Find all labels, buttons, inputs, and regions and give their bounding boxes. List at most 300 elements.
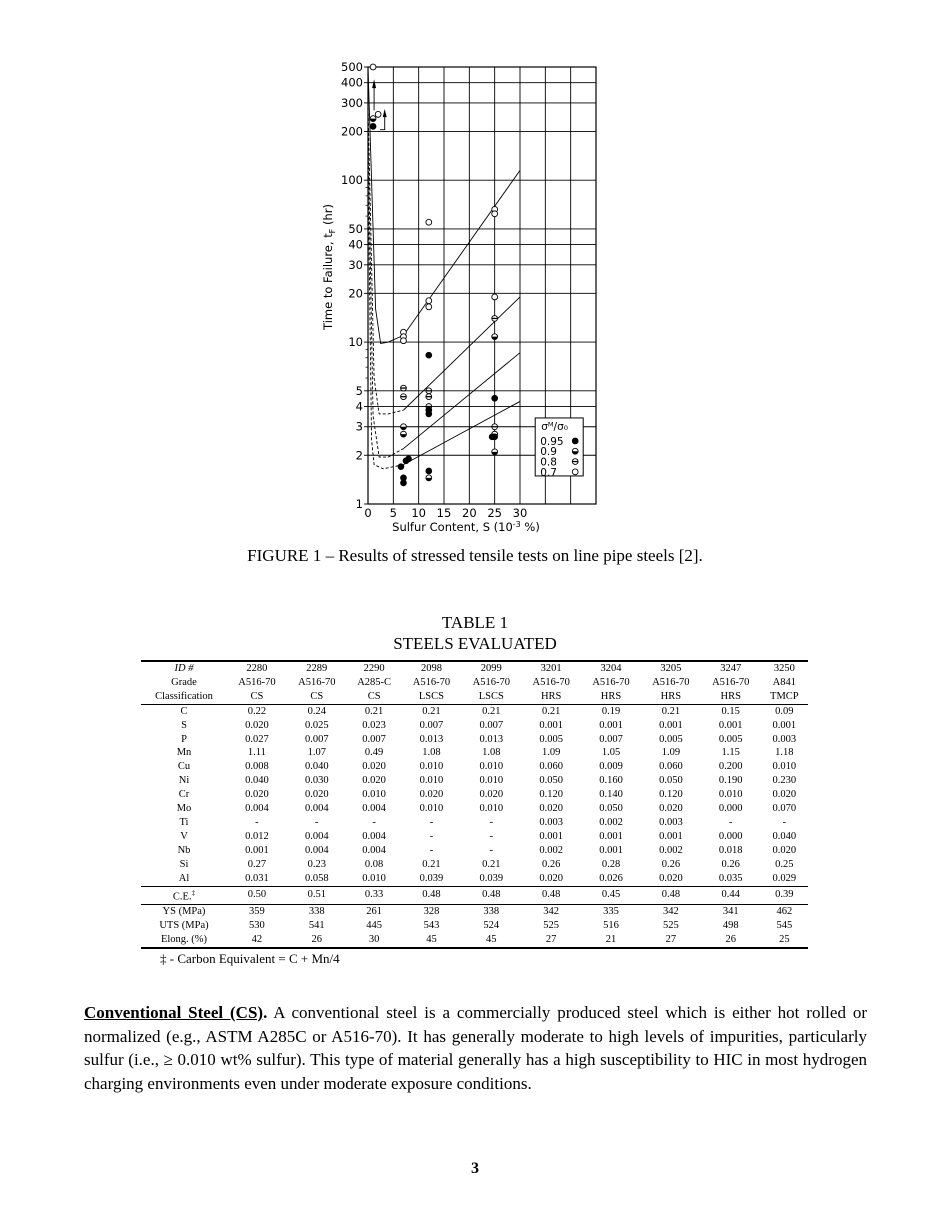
- row-label: Classification: [141, 690, 227, 704]
- mechanical-row: [141, 933, 808, 948]
- table-cell: 0.21: [422, 858, 441, 870]
- table-cell: 0.003: [659, 816, 683, 828]
- runout-arrow-head: [383, 109, 387, 117]
- table-cell: 0.230: [772, 775, 797, 787]
- data-point-07: [426, 219, 432, 225]
- table-number: TABLE 1: [441, 613, 509, 632]
- table-cell: 516: [603, 919, 619, 931]
- table-cell: 0.27: [247, 858, 267, 870]
- y-tick-label: 50: [348, 221, 363, 236]
- table-cell: A285-C: [357, 676, 392, 688]
- row-label: Mo: [176, 803, 192, 815]
- data-point-07: [426, 304, 432, 310]
- table-cell: 0.020: [659, 803, 683, 815]
- x-tick-label: 20: [462, 506, 477, 520]
- table-cell: 0.050: [539, 775, 563, 787]
- table-cell: -: [728, 816, 733, 828]
- table-cell: 0.004: [304, 803, 329, 815]
- row-label: S: [181, 719, 187, 731]
- row-label: V: [180, 830, 188, 842]
- table-cell: 0.007: [419, 719, 444, 731]
- table-header-rows: [141, 661, 808, 704]
- table-cell: -: [372, 816, 376, 828]
- table-cell: 0.020: [659, 872, 683, 884]
- y-tick-label: 300: [341, 95, 363, 110]
- table-cell: 0.023: [362, 719, 386, 731]
- paragraph-lead-period: .: [263, 1003, 268, 1022]
- table-cell: 0.21: [364, 705, 384, 717]
- composition-row: [141, 760, 808, 774]
- y-tick-label: 100: [341, 173, 363, 188]
- row-label: Si: [179, 858, 189, 870]
- table-cell: A516-70: [532, 676, 570, 688]
- composition-row: [141, 830, 808, 844]
- table-cell: 0.21: [661, 705, 681, 717]
- row-label: C: [180, 705, 188, 717]
- table-cell: 30: [347, 933, 402, 948]
- data-point-095: [426, 468, 432, 474]
- row-label: Nb: [177, 844, 191, 856]
- legend-marker: [572, 438, 578, 444]
- mechanical-row: [141, 919, 808, 933]
- table-cell: 0.010: [772, 761, 797, 773]
- table-cell: 0.008: [245, 761, 269, 773]
- table-cell: 0.026: [599, 872, 623, 884]
- table-cell: 0.005: [718, 733, 743, 745]
- data-point-07: [401, 338, 407, 344]
- table-cell: -: [489, 830, 494, 842]
- table-cell: 462: [776, 905, 793, 917]
- table-cell: 2280: [227, 661, 287, 676]
- table-cell: 1.18: [775, 747, 794, 759]
- table-cell: 1.05: [601, 747, 621, 759]
- table-cell: 0.020: [772, 844, 797, 856]
- table-cell: 0.28: [601, 858, 621, 870]
- table-cell: 0.001: [659, 719, 683, 731]
- x-tick-label: 10: [411, 506, 426, 520]
- table-cell: 0.26: [541, 858, 561, 870]
- table-cell: 3204: [581, 661, 641, 676]
- table-cell: 0.26: [721, 858, 740, 870]
- table-cell: 0.018: [718, 844, 743, 856]
- header-row: [141, 676, 808, 690]
- table-cell: 0.002: [659, 844, 683, 856]
- legend-marker: [572, 469, 578, 475]
- paragraph-lead-term: Conventional Steel (CS): [84, 1003, 264, 1022]
- table-cell: 0.33: [347, 886, 402, 904]
- table-cell: HRS: [701, 690, 761, 704]
- row-label: UTS (MPa): [159, 919, 209, 931]
- table-cell: 0.003: [539, 816, 563, 828]
- mechanical-row: [141, 904, 808, 918]
- table-cell: 0.039: [419, 872, 444, 884]
- table-cell: 0.070: [772, 803, 797, 815]
- y-tick-label: 3: [355, 419, 363, 434]
- body-paragraph: [84, 1001, 867, 1096]
- table-cell: 0.035: [718, 872, 743, 884]
- table-cell: 26: [701, 933, 761, 948]
- table-cell: 0.200: [718, 761, 743, 773]
- table-cell: 0.031: [245, 872, 269, 884]
- table-cell: 0.010: [419, 775, 444, 787]
- composition-row: [141, 733, 808, 747]
- table-cell: A516-70: [412, 676, 451, 688]
- table-cell: 0.160: [599, 775, 623, 787]
- table-cell: 0.020: [362, 775, 386, 787]
- table-cell: CS: [347, 690, 402, 704]
- figure-caption: FIGURE 1 – Results of stressed tensile tests on line pipe steels [2].: [247, 546, 703, 565]
- composition-row: [141, 802, 808, 816]
- table-cell: TMCP: [761, 690, 808, 704]
- table-cell: 0.001: [245, 844, 269, 856]
- table-cell: A516-70: [238, 676, 276, 688]
- table-cell: 342: [543, 905, 560, 917]
- table-cell: 545: [776, 919, 793, 931]
- table-cell: 1.08: [482, 747, 501, 759]
- table-cell: 3205: [641, 661, 701, 676]
- row-label: C.E.‡: [141, 886, 227, 904]
- figure-1: [310, 55, 630, 540]
- table-cell: 0.013: [419, 733, 444, 745]
- table-cell: 0.140: [599, 789, 623, 801]
- header-row: [141, 690, 808, 704]
- table-cell: 0.020: [304, 789, 329, 801]
- ce-row: [141, 886, 808, 904]
- table-cell: 0.020: [362, 761, 386, 773]
- table-cell: 0.48: [641, 886, 701, 904]
- table-cell: 0.020: [479, 789, 504, 801]
- data-point-095: [370, 123, 376, 129]
- table-cell: 0.009: [599, 761, 623, 773]
- legend-label: 0.9: [540, 446, 557, 459]
- y-tick-label: 500: [341, 60, 363, 74]
- table-cell: 0.030: [304, 775, 329, 787]
- y-tick-label: 5: [355, 383, 363, 398]
- data-point-095: [398, 464, 404, 470]
- table-composition-rows: [141, 704, 808, 886]
- table-cell: 0.004: [362, 803, 386, 815]
- table-cell: 0.25: [775, 858, 794, 870]
- composition-row: [141, 844, 808, 858]
- table-cell: 0.48: [521, 886, 581, 904]
- data-point-07: [492, 294, 498, 300]
- table-cell: -: [429, 844, 434, 856]
- table-cell: 3201: [521, 661, 581, 676]
- table-cell: 0.007: [362, 733, 386, 745]
- table-cell: A516-70: [652, 676, 690, 688]
- trend-line-09: [403, 353, 520, 449]
- y-tick-label: 30: [348, 257, 363, 272]
- table-cell: -: [489, 816, 494, 828]
- table-cell: 0.001: [539, 830, 563, 842]
- table-cell: 0.012: [245, 830, 269, 842]
- table-cell: 0.010: [419, 761, 444, 773]
- table-mechanical-rows: [141, 904, 808, 947]
- y-tick-label: 10: [348, 335, 363, 350]
- table-cell: 0.24: [307, 705, 326, 717]
- table-cell: 45: [461, 933, 521, 948]
- table-cell: 0.23: [307, 858, 326, 870]
- table-cell: 0.039: [479, 872, 504, 884]
- table-cell: HRS: [521, 690, 581, 704]
- table-cell: 0.21: [482, 705, 501, 717]
- data-point-07: [375, 111, 381, 117]
- page-number: 3: [471, 1160, 479, 1177]
- table-cell: 0.004: [304, 844, 329, 856]
- table-cell: 0.007: [479, 719, 504, 731]
- table-cell: 0.001: [718, 719, 743, 731]
- table-cell: 0.027: [245, 733, 269, 745]
- composition-row: [141, 746, 808, 760]
- table-cell: 0.040: [304, 761, 329, 773]
- table-cell: 0.004: [245, 803, 269, 815]
- table-cell: -: [782, 816, 787, 828]
- table-cell: 1.09: [661, 747, 681, 759]
- table-cell: 0.09: [775, 705, 794, 717]
- table-cell: 524: [483, 919, 500, 931]
- table-cell: 0.000: [718, 803, 743, 815]
- runout-arrow: [380, 116, 385, 130]
- table-cell: LSCS: [461, 690, 521, 704]
- composition-row: [141, 816, 808, 830]
- table-cell: A516-70: [712, 676, 750, 688]
- table-cell: CS: [227, 690, 287, 704]
- composition-row: [141, 858, 808, 872]
- table-cell: 25: [761, 933, 808, 948]
- table-cell: 0.029: [772, 872, 797, 884]
- legend-title: σᴹ/σ₀: [541, 420, 568, 433]
- table-cell: 2099: [461, 661, 521, 676]
- table-cell: 0.010: [718, 789, 743, 801]
- table-cell: 0.050: [659, 775, 683, 787]
- table-cell: 0.001: [772, 719, 797, 731]
- table-cell: 0.15: [721, 705, 740, 717]
- y-tick-label: 20: [348, 286, 363, 301]
- table-carbon-equivalent-row: [141, 886, 808, 904]
- table-cell: 0.44: [701, 886, 761, 904]
- table-cell: -: [315, 816, 319, 828]
- table-cell: 342: [663, 905, 679, 917]
- data-point-095: [406, 456, 412, 462]
- table-cell: 525: [663, 919, 679, 931]
- y-tick-label: 40: [348, 237, 363, 252]
- table-cell: 26: [287, 933, 347, 948]
- table-cell: 1.11: [247, 747, 266, 759]
- composition-row: [141, 872, 808, 886]
- table-cell: 0.001: [599, 719, 623, 731]
- table-cell: 0.001: [659, 830, 683, 842]
- table-cell: 525: [543, 919, 560, 931]
- table-cell: 0.001: [599, 830, 623, 842]
- table-cell: 0.26: [661, 858, 681, 870]
- table-cell: 0.48: [461, 886, 521, 904]
- data-point-095: [401, 480, 407, 486]
- table-cell: 0.025: [304, 719, 329, 731]
- composition-row: [141, 704, 808, 718]
- table-cell: 541: [308, 919, 325, 931]
- composition-row: [141, 719, 808, 733]
- table-cell: 0.21: [482, 858, 501, 870]
- table-cell: 0.007: [599, 733, 623, 745]
- table-cell: 0.190: [718, 775, 743, 787]
- legend-label: 0.7: [540, 466, 557, 479]
- x-tick-label: 5: [389, 506, 397, 520]
- trend-line-08-steep: [368, 103, 403, 414]
- table-cell: HRS: [581, 690, 641, 704]
- table-cell: 0.020: [245, 719, 269, 731]
- table-cell: 0.49: [364, 747, 384, 759]
- y-tick-label: 400: [341, 75, 363, 90]
- data-point-095: [489, 434, 495, 440]
- table-cell: 0.08: [364, 858, 384, 870]
- table-cell: 335: [603, 905, 619, 917]
- legend-label: 0.95: [540, 435, 564, 448]
- table-cell: LSCS: [402, 690, 462, 704]
- table-cell: 2289: [287, 661, 347, 676]
- table-cell: 0.007: [304, 733, 329, 745]
- legend-label: 0.8: [540, 456, 557, 469]
- table-cell: 341: [722, 905, 739, 917]
- table-cell: 0.003: [772, 733, 797, 745]
- row-label: Cr: [178, 789, 190, 801]
- data-point-095: [492, 395, 498, 401]
- table-cell: 0.058: [304, 872, 329, 884]
- table-cell: 0.21: [422, 705, 441, 717]
- table-cell: 0.51: [287, 886, 347, 904]
- table-cell: 445: [366, 919, 382, 931]
- trend-line-07-steep: [368, 67, 403, 344]
- x-tick-label: 15: [436, 506, 452, 520]
- composition-row: [141, 774, 808, 788]
- table-cell: 0.120: [659, 789, 683, 801]
- x-tick-label: 0: [364, 506, 372, 520]
- table-cell: 0.004: [304, 830, 329, 842]
- table-cell: 0.010: [362, 872, 386, 884]
- table-cell: 0.010: [479, 803, 504, 815]
- table-footnote: ‡ - Carbon Equivalent = C + Mn/4: [160, 951, 340, 966]
- table-cell: 0.060: [659, 761, 683, 773]
- table-cell: 0.020: [539, 803, 563, 815]
- trend-line-08: [403, 297, 520, 410]
- data-point-095: [426, 411, 432, 417]
- table-cell: 498: [722, 919, 739, 931]
- y-axis-label: Time to Failure, $t_F$ (hr): [321, 204, 337, 330]
- table-cell: A841: [772, 676, 796, 688]
- row-label: Mn: [176, 747, 192, 759]
- table-cell: 338: [308, 905, 325, 917]
- data-point-07: [492, 211, 498, 217]
- header-row: [141, 661, 808, 676]
- x-tick-label: 25: [487, 506, 502, 520]
- table-cell: 0.020: [772, 789, 797, 801]
- table-cell: 1.08: [422, 747, 441, 759]
- y-tick-label: 200: [341, 124, 363, 139]
- row-label: Ti: [179, 816, 189, 828]
- table-cell: CS: [287, 690, 347, 704]
- table-cell: 1.07: [307, 747, 326, 759]
- table-cell: A516-70: [592, 676, 630, 688]
- paragraph-text: A conventional steel is a commercially produced steel which is either hot rolled or normalized (e.g., ASTM A285C or A516-70). It has generally moderate to high levels of impurities, particularly sulfur (i.e., ≥ 0.010 wt% sulfur). This type of material generally has a high susceptibility to HIC in most hydrogen charging environments even under moderate exposure conditions.: [84, 1003, 867, 1094]
- table-cell: 42: [227, 933, 287, 948]
- row-label: Cu: [177, 761, 191, 773]
- table-cell: 328: [423, 905, 440, 917]
- table-cell: 338: [483, 905, 500, 917]
- table-cell: 27: [641, 933, 701, 948]
- composition-row: [141, 788, 808, 802]
- y-tick-label: 4: [355, 399, 363, 414]
- sulfur-time-chart: [310, 55, 630, 540]
- table-cell: 0.010: [479, 761, 504, 773]
- table-cell: 21: [581, 933, 641, 948]
- table-cell: 0.020: [419, 789, 444, 801]
- table-cell: 261: [366, 905, 382, 917]
- trend-line-07: [403, 170, 520, 335]
- trend-line-095-steep: [368, 167, 403, 468]
- table-cell: -: [429, 830, 434, 842]
- y-tick-label: 1: [355, 497, 363, 511]
- table-cell: 0.000: [718, 830, 743, 842]
- table-cell: 543: [423, 919, 440, 931]
- table-cell: 27: [521, 933, 581, 948]
- row-label: Al: [178, 872, 190, 884]
- table-cell: 0.020: [245, 789, 269, 801]
- table-cell: 0.45: [581, 886, 641, 904]
- data-point-07: [426, 298, 432, 304]
- table-cell: 0.005: [539, 733, 563, 745]
- table-cell: 0.010: [479, 775, 504, 787]
- table-cell: 0.22: [247, 705, 267, 717]
- table-cell: -: [429, 816, 434, 828]
- table-cell: 0.040: [245, 775, 269, 787]
- table-cell: 3247: [701, 661, 761, 676]
- table-cell: 0.060: [539, 761, 563, 773]
- table-cell: 2098: [402, 661, 462, 676]
- table-cell: 0.39: [761, 886, 808, 904]
- paragraph-lead: [84, 1003, 267, 1022]
- row-label: Grade: [171, 676, 197, 688]
- table-cell: 0.050: [599, 803, 623, 815]
- table-cell: 45: [402, 933, 462, 948]
- table-cell: 1.15: [721, 747, 740, 759]
- row-label: Elong. (%): [141, 933, 227, 948]
- x-axis-label: Sulfur Content, S ($10^{-3}$ %): [392, 520, 540, 534]
- table-cell: 0.002: [539, 844, 563, 856]
- table-cell: A516-70: [298, 676, 336, 688]
- table-cell: 0.013: [479, 733, 504, 745]
- table-cell: A516-70: [472, 676, 510, 688]
- steels-table: [141, 660, 808, 949]
- table-cell: 530: [249, 919, 265, 931]
- table-cell: 0.002: [599, 816, 623, 828]
- table-cell: 0.48: [402, 886, 462, 904]
- x-tick-label: 30: [512, 506, 528, 520]
- table-cell: 0.001: [539, 719, 563, 731]
- data-point-095: [426, 352, 432, 358]
- table-cell: 0.001: [599, 844, 623, 856]
- row-label: P: [181, 733, 187, 745]
- ce-footnote-mark: ‡: [191, 888, 196, 897]
- runout-arrow-head: [372, 79, 376, 88]
- table-cell: 0.004: [362, 830, 386, 842]
- table-cell: 3250: [761, 661, 808, 676]
- row-label: YS (MPa): [162, 905, 206, 917]
- table-cell: 0.50: [227, 886, 287, 904]
- table-cell: 0.004: [362, 844, 386, 856]
- data-point-07: [370, 64, 376, 70]
- table-cell: 0.040: [772, 830, 797, 842]
- table-cell: 0.005: [659, 733, 683, 745]
- row-label: ID #: [141, 661, 227, 676]
